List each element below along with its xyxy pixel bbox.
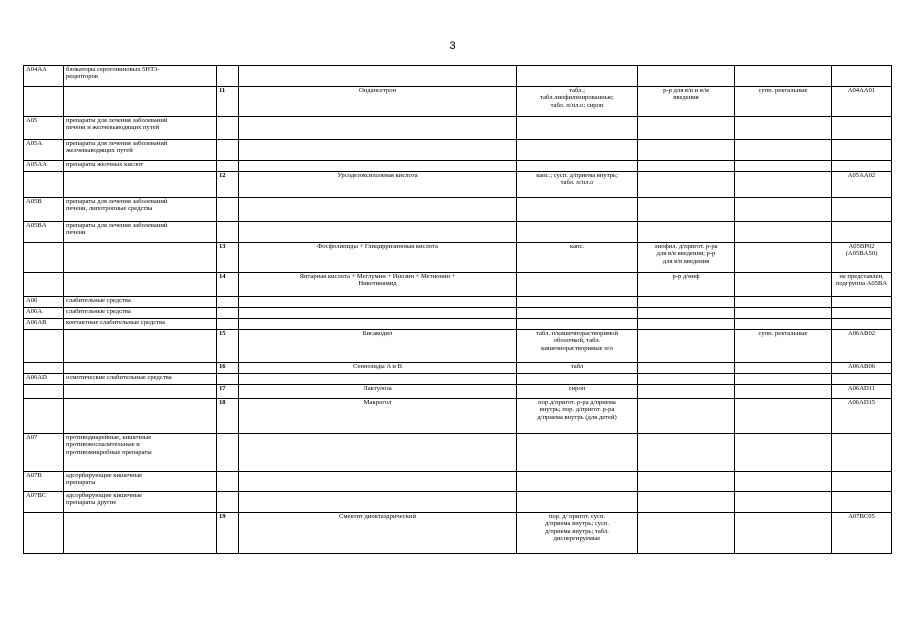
dosage-form-oral-cell (517, 385, 638, 399)
group-name-cell (64, 222, 217, 243)
dosage-form-injection-cell (638, 66, 735, 87)
row-number-cell (217, 66, 239, 87)
dosage-form-oral-cell (517, 472, 638, 492)
row-number-cell (217, 492, 239, 513)
table-row (24, 513, 892, 554)
drug-name-cell (239, 385, 517, 399)
drug-name-cell (239, 87, 517, 117)
group-name: препараты для лечения заболеваний печени, липотропные средства (66, 198, 168, 213)
table-row (24, 374, 892, 385)
dosage-form-injection-cell (638, 87, 735, 117)
dosage-form-injection-cell (638, 161, 735, 172)
dosage-form-oral: табл (570, 363, 584, 370)
table-row (24, 297, 892, 308)
table-row (24, 385, 892, 399)
atc-group-code-cell (24, 308, 64, 319)
table-row (24, 319, 892, 330)
table-row (24, 330, 892, 363)
atc-code-cell (832, 66, 892, 87)
dosage-form-injection: лиофил. д/пригот. р-ра для в/в введения; р-р для в/в введения (654, 243, 718, 265)
dosage-form-other-cell (735, 308, 832, 319)
atc-code-cell (832, 492, 892, 513)
dosage-form-oral-cell (517, 140, 638, 161)
row-number-cell (217, 374, 239, 385)
drug-name: Макрогол (363, 399, 392, 406)
atc-group-code: A04AA (26, 66, 47, 73)
dosage-form-oral: капс.; сусп. д/приема внутрь; табл. п/пл.о (536, 172, 618, 187)
table-row (24, 66, 892, 87)
group-name: слабительные средства (66, 297, 131, 304)
atc-code-cell (832, 161, 892, 172)
atc-code: A06AB06 (847, 363, 876, 370)
drug-name-cell (239, 434, 517, 472)
table-row (24, 363, 892, 374)
group-name: слабительные средства (66, 308, 131, 315)
group-name: осмотические слабительные средства (66, 374, 172, 381)
atc-code-cell (832, 140, 892, 161)
dosage-form-other-cell (735, 319, 832, 330)
drug-name-cell (239, 66, 517, 87)
atc-group-code-cell (24, 273, 64, 297)
atc-group-code-cell (24, 492, 64, 513)
table-row (24, 172, 892, 198)
drug-name-cell (239, 222, 517, 243)
drug-name-cell (239, 140, 517, 161)
atc-group-code: A05A (26, 140, 43, 147)
table-body (24, 66, 892, 554)
atc-group-code-cell (24, 363, 64, 374)
group-name: препараты для лечения заболеваний желчевыводящих путей (66, 140, 168, 155)
dosage-form-injection-cell (638, 222, 735, 243)
drug-name-cell (239, 243, 517, 273)
drug-name: Фосфолипиды + Глицирризиновая кислота (317, 243, 438, 250)
atc-code-cell (832, 319, 892, 330)
atc-group-code-cell (24, 434, 64, 472)
row-number-cell (217, 385, 239, 399)
dosage-form-oral-cell (517, 363, 638, 374)
group-name: адсорбирующие кишечные препараты другие (66, 492, 143, 507)
table-row (24, 87, 892, 117)
group-name: препараты желчных кислот (66, 161, 144, 168)
dosage-form-other-cell (735, 434, 832, 472)
drug-name-cell (239, 399, 517, 434)
dosage-form-other-cell (735, 513, 832, 554)
group-name-cell (64, 434, 217, 472)
group-name-cell (64, 330, 217, 363)
atc-group-code-cell (24, 472, 64, 492)
dosage-form-oral-cell (517, 273, 638, 297)
dosage-form-injection-cell (638, 117, 735, 140)
atc-code-cell (832, 308, 892, 319)
group-name-cell (64, 198, 217, 222)
dosage-form-other-cell (735, 117, 832, 140)
drug-name-cell (239, 363, 517, 374)
atc-group-code: A05B (26, 198, 42, 205)
dosage-form-injection-cell (638, 243, 735, 273)
atc-code-cell (832, 172, 892, 198)
table-row (24, 198, 892, 222)
dosage-form-oral-cell (517, 87, 638, 117)
dosage-form-injection-cell (638, 273, 735, 297)
drug-name-cell (239, 161, 517, 172)
dosage-form-injection-cell (638, 330, 735, 363)
group-name-cell (64, 117, 217, 140)
atc-group-code-cell (24, 87, 64, 117)
dosage-form-other-cell (735, 87, 832, 117)
atc-group-code-cell (24, 222, 64, 243)
atc-group-code: A06A (26, 308, 43, 315)
group-name-cell (64, 172, 217, 198)
dosage-form-other-cell (735, 161, 832, 172)
atc-code: A07BC05 (848, 513, 875, 520)
row-number: 11 (219, 87, 226, 94)
dosage-form-oral: сироп (568, 385, 586, 392)
atc-code-cell (832, 117, 892, 140)
dosage-form-other-cell (735, 66, 832, 87)
atc-code-cell (832, 330, 892, 363)
atc-group-code-cell (24, 319, 64, 330)
dosage-form-oral: капс. (569, 243, 585, 250)
table-row (24, 140, 892, 161)
atc-code-cell (832, 374, 892, 385)
dosage-form-injection-cell (638, 172, 735, 198)
drug-name-cell (239, 297, 517, 308)
table-row (24, 308, 892, 319)
row-number: 16 (219, 363, 226, 370)
atc-code-cell (832, 87, 892, 117)
drug-name-cell (239, 198, 517, 222)
dosage-form-other-cell (735, 374, 832, 385)
atc-code-cell (832, 513, 892, 554)
group-name-cell (64, 363, 217, 374)
dosage-form-oral-cell (517, 330, 638, 363)
dosage-form-other-cell (735, 172, 832, 198)
atc-group-code: A07B (26, 472, 42, 479)
row-number: 12 (219, 172, 226, 179)
group-name-cell (64, 273, 217, 297)
dosage-form-other-cell (735, 273, 832, 297)
row-number: 18 (219, 399, 226, 406)
drug-name-cell (239, 273, 517, 297)
group-name-cell (64, 66, 217, 87)
dosage-form-injection-cell (638, 363, 735, 374)
row-number-cell (217, 273, 239, 297)
table-row (24, 472, 892, 492)
atc-code-cell (832, 363, 892, 374)
table-row (24, 222, 892, 243)
drug-name-cell (239, 513, 517, 554)
group-name-cell (64, 513, 217, 554)
row-number: 13 (219, 243, 226, 250)
row-number-cell (217, 222, 239, 243)
table-row (24, 492, 892, 513)
group-name-cell (64, 472, 217, 492)
page-number: 3 (449, 40, 456, 52)
atc-code: не представлен, подгруппа A05BA (835, 273, 888, 288)
dosage-form-injection-cell (638, 374, 735, 385)
group-name: препараты для лечения заболеваний печени и желчевыводящих путей (66, 117, 168, 132)
group-name: контактные слабительные средства (66, 319, 165, 326)
table-row (24, 243, 892, 273)
dosage-form-injection-cell (638, 140, 735, 161)
group-name-cell (64, 297, 217, 308)
atc-group-code-cell (24, 399, 64, 434)
table-row (24, 399, 892, 434)
row-number-cell (217, 330, 239, 363)
dosage-form-injection-cell (638, 399, 735, 434)
atc-code-cell (832, 385, 892, 399)
atc-code: A05AA02 (847, 172, 876, 179)
atc-group-code-cell (24, 243, 64, 273)
row-number-cell (217, 363, 239, 374)
drug-name: Ондансетрон (358, 87, 397, 94)
atc-group-code-cell (24, 374, 64, 385)
atc-group-code-cell (24, 198, 64, 222)
dosage-form-oral-cell (517, 308, 638, 319)
drug-name-cell (239, 117, 517, 140)
dosage-form-oral: табл.; табл.лиофилизированные; табл. п/пл.о; сироп (540, 87, 614, 109)
row-number-cell (217, 513, 239, 554)
row-number-cell (217, 472, 239, 492)
table-row (24, 161, 892, 172)
atc-code: A06AD15 (847, 399, 876, 406)
drug-name-cell (239, 472, 517, 492)
group-name-cell (64, 161, 217, 172)
drug-name-cell (239, 319, 517, 330)
atc-group-code: A06AB (26, 319, 47, 326)
dosage-form-other-cell (735, 385, 832, 399)
dosage-form-other-cell (735, 399, 832, 434)
drug-name-cell (239, 330, 517, 363)
dosage-form-injection-cell (638, 308, 735, 319)
atc-group-code: A06AD (26, 374, 47, 381)
group-name-cell (64, 243, 217, 273)
row-number-cell (217, 198, 239, 222)
group-name-cell (64, 399, 217, 434)
group-name-cell (64, 87, 217, 117)
dosage-form-oral-cell (517, 161, 638, 172)
row-number-cell (217, 161, 239, 172)
dosage-form-oral: пор. д/ пригот. сусп. д/приема внутрь; сусп. д/приема внутрь; табл. диспергируемые (544, 513, 610, 543)
atc-code-cell (832, 243, 892, 273)
dosage-form-oral-cell (517, 434, 638, 472)
drug-name-cell (239, 374, 517, 385)
atc-code: A06AB02 (847, 330, 876, 337)
atc-group-code-cell (24, 172, 64, 198)
row-number: 15 (219, 330, 226, 337)
row-number-cell (217, 319, 239, 330)
group-name-cell (64, 492, 217, 513)
group-name-cell (64, 385, 217, 399)
dosage-form-oral: пор.д/пригот. р-ра д/приема внутрь; пор. д/пригот. р-ра д/приема внутрь (для детей) (537, 399, 617, 421)
table-row (24, 434, 892, 472)
atc-group-code-cell (24, 297, 64, 308)
atc-group-code: A07 (26, 434, 38, 441)
dosage-form-injection-cell (638, 472, 735, 492)
dosage-form-injection-cell (638, 513, 735, 554)
atc-group-code-cell (24, 385, 64, 399)
atc-code-cell (832, 472, 892, 492)
atc-code-cell (832, 198, 892, 222)
row-number-cell (217, 308, 239, 319)
dosage-form-oral-cell (517, 198, 638, 222)
atc-code-cell (832, 222, 892, 243)
dosage-form-injection: р-р д/инф (672, 273, 700, 280)
atc-group-code: A07BC (26, 492, 47, 499)
drug-name: Лактулоза (363, 385, 392, 392)
dosage-form-oral-cell (517, 66, 638, 87)
atc-group-code-cell (24, 330, 64, 363)
atc-group-code-cell (24, 117, 64, 140)
group-name-cell (64, 308, 217, 319)
dosage-form-injection-cell (638, 297, 735, 308)
dosage-form-other: супп. ректальные (758, 87, 808, 94)
drug-name: Янтарная кислота + Меглумин + Инозин + Метионин + Никотинамид (299, 273, 456, 288)
dosage-form-other-cell (735, 363, 832, 374)
dosage-form-other-cell (735, 297, 832, 308)
drug-name: Урсодезоксихолевая кислота (337, 172, 418, 179)
dosage-form-oral: табл. п/кишечнорастворимой оболочкой, табл. кишечнорастворимые п/о (536, 330, 618, 352)
dosage-form-oral-cell (517, 399, 638, 434)
dosage-form-other-cell (735, 198, 832, 222)
row-number-cell (217, 87, 239, 117)
row-number-cell (217, 243, 239, 273)
row-number-cell (217, 434, 239, 472)
atc-code-cell (832, 297, 892, 308)
drug-name-cell (239, 492, 517, 513)
dosage-form-other: супп. ректальные (758, 330, 808, 337)
dosage-form-injection: р-р для в/в и в/м введения (663, 87, 709, 102)
dosage-form-oral-cell (517, 492, 638, 513)
row-number-cell (217, 399, 239, 434)
atc-group-code: A05AA (26, 161, 47, 168)
dosage-form-injection-cell (638, 434, 735, 472)
row-number-cell (217, 140, 239, 161)
atc-group-code-cell (24, 513, 64, 554)
atc-group-code-cell (24, 140, 64, 161)
dosage-form-injection-cell (638, 385, 735, 399)
row-number: 19 (219, 513, 226, 520)
row-number-cell (217, 117, 239, 140)
atc-code: A04AA01 (847, 87, 876, 94)
atc-code: A05BP02 (A05BA50) (845, 243, 878, 258)
group-name-cell (64, 319, 217, 330)
row-number-cell (217, 172, 239, 198)
atc-group-code-cell (24, 161, 64, 172)
atc-code-cell (832, 273, 892, 297)
row-number-cell (217, 297, 239, 308)
atc-code: A06AD11 (847, 385, 876, 392)
table-row (24, 273, 892, 297)
dosage-form-oral-cell (517, 117, 638, 140)
drug-name: Сеннозиды A и B (353, 363, 402, 370)
dosage-form-oral-cell (517, 374, 638, 385)
dosage-form-oral-cell (517, 297, 638, 308)
drug-name-cell (239, 308, 517, 319)
dosage-form-oral-cell (517, 513, 638, 554)
dosage-form-injection-cell (638, 198, 735, 222)
atc-group-code-cell (24, 66, 64, 87)
row-number: 17 (219, 385, 226, 392)
drug-name: Бисакодил (362, 330, 393, 337)
row-number: 14 (219, 273, 226, 280)
drug-table (23, 65, 892, 554)
dosage-form-oral-cell (517, 243, 638, 273)
dosage-form-oral-cell (517, 222, 638, 243)
group-name-cell (64, 140, 217, 161)
dosage-form-injection-cell (638, 492, 735, 513)
atc-group-code: A05BA (26, 222, 47, 229)
dosage-form-injection-cell (638, 319, 735, 330)
table-row (24, 117, 892, 140)
dosage-form-oral-cell (517, 172, 638, 198)
group-name: противодиарейные, кишечные противовоспалительные и противомикробные препараты (66, 434, 152, 456)
group-name: адсорбирующие кишечные препараты (66, 472, 143, 487)
drug-name: Смектит диоктаэдрический (338, 513, 416, 520)
atc-code-cell (832, 399, 892, 434)
dosage-form-other-cell (735, 330, 832, 363)
atc-code-cell (832, 434, 892, 472)
drug-name-cell (239, 172, 517, 198)
dosage-form-oral-cell (517, 319, 638, 330)
dosage-form-other-cell (735, 140, 832, 161)
atc-group-code: A06 (26, 297, 38, 304)
dosage-form-other-cell (735, 222, 832, 243)
dosage-form-other-cell (735, 243, 832, 273)
group-name-cell (64, 374, 217, 385)
group-name: препараты для лечения заболеваний печени (66, 222, 168, 237)
dosage-form-other-cell (735, 472, 832, 492)
dosage-form-other-cell (735, 492, 832, 513)
atc-group-code: A05 (26, 117, 38, 124)
group-name: блокаторы серотониновых 5HT3- рецепторов (66, 66, 160, 81)
